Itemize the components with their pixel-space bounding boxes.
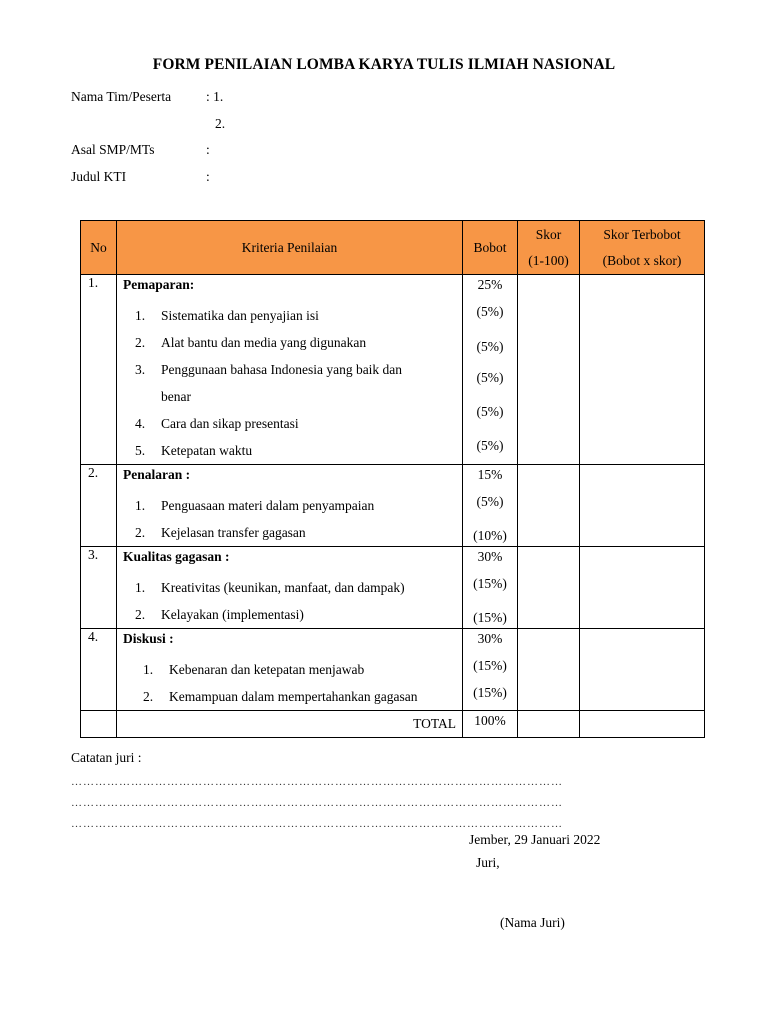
score-input-cell[interactable] xyxy=(518,465,580,547)
total-weight: 100% xyxy=(463,711,518,738)
criteria-item xyxy=(117,437,462,464)
item-weight: (5%) xyxy=(476,339,504,354)
section-number: 2. xyxy=(81,465,117,547)
notes-line[interactable]: …………………………………………………………………………………………………………… xyxy=(71,818,563,830)
item-text: Kebenaran dan ketepatan menjawab xyxy=(169,662,365,677)
item-number: 1. xyxy=(135,308,146,323)
school-label: Asal SMP/MTs xyxy=(71,142,155,157)
header-no: No xyxy=(81,221,117,275)
criteria-item xyxy=(117,574,462,601)
item-weight: (15%) xyxy=(473,658,507,673)
item-weight: (15%) xyxy=(473,610,507,625)
table-row xyxy=(81,547,705,629)
section-criteria-cell xyxy=(117,275,463,465)
header-weighted-line1: Skor Terbobot xyxy=(603,226,681,242)
item-weight: (5%) xyxy=(476,494,504,509)
team-label: Nama Tim/Peserta xyxy=(71,89,172,104)
criteria-item xyxy=(117,356,462,410)
form-title: FORM PENILAIAN LOMBA KARYA TULIS ILMIAH NASIONAL xyxy=(152,56,616,73)
item-number: 3. xyxy=(135,362,146,377)
item-number: 1. xyxy=(135,580,146,595)
item-text: Kelayakan (implementasi) xyxy=(161,607,304,622)
table-header-row xyxy=(81,221,705,275)
item-text: Kejelasan transfer gagasan xyxy=(161,525,306,540)
table-row xyxy=(81,275,705,465)
scoring-table xyxy=(80,220,705,738)
team-value-2: 2. xyxy=(215,116,226,131)
criteria-item xyxy=(117,410,462,437)
item-weight: (5%) xyxy=(476,438,504,453)
section-number: 4. xyxy=(81,629,117,711)
item-weight: (10%) xyxy=(473,528,507,543)
item-text: Ketepatan waktu xyxy=(161,443,253,458)
item-number: 2. xyxy=(135,335,146,350)
section-title: Diskusi : xyxy=(123,631,174,646)
item-weight: (5%) xyxy=(476,404,504,419)
header-weighted-line2: (Bobot x skor) xyxy=(602,252,682,268)
item-number: 2. xyxy=(143,689,154,704)
place-date: Jember, 29 Januari 2022 xyxy=(469,832,601,847)
criteria-item xyxy=(117,492,462,519)
item-number: 1. xyxy=(135,498,146,513)
item-weight: (5%) xyxy=(476,304,504,319)
item-weight: (15%) xyxy=(473,685,507,700)
section-number: 3. xyxy=(81,547,117,629)
judge-role: Juri, xyxy=(476,855,500,870)
criteria-item xyxy=(117,683,462,710)
section-title: Kualitas gagasan : xyxy=(123,549,230,564)
header-weighted-score xyxy=(580,221,705,275)
judge-name: (Nama Juri) xyxy=(500,915,565,930)
header-score-line2: (1-100) xyxy=(528,252,569,268)
notes-line[interactable]: …………………………………………………………………………………………………………… xyxy=(71,797,563,809)
section-weight-cell xyxy=(463,547,518,629)
section-title: Pemaparan: xyxy=(123,277,195,292)
item-text: Sistematika dan penyajian isi xyxy=(161,308,319,323)
weighted-score-cell[interactable] xyxy=(580,275,705,465)
criteria-item xyxy=(117,302,462,329)
criteria-item xyxy=(117,656,462,683)
notes-line[interactable]: …………………………………………………………………………………………………………… xyxy=(71,776,563,788)
section-weight: 30% xyxy=(477,631,503,646)
item-number: 2. xyxy=(135,525,146,540)
item-number: 4. xyxy=(135,416,146,431)
notes-label: Catatan juri : xyxy=(71,750,142,765)
total-empty-cell xyxy=(81,711,117,738)
item-text: Penguasaan materi dalam penyampaian xyxy=(161,498,375,513)
section-weight-cell xyxy=(463,275,518,465)
total-label: TOTAL xyxy=(117,711,463,738)
header-weight: Bobot xyxy=(463,221,518,275)
item-text: Penggunaan bahasa Indonesia yang baik dan benar xyxy=(161,362,403,404)
school-value: : xyxy=(206,142,210,157)
section-weight: 25% xyxy=(477,277,503,292)
item-text: Kemampuan dalam mempertahankan gagasan xyxy=(169,689,418,704)
item-number: 5. xyxy=(135,443,146,458)
section-weight: 30% xyxy=(477,549,503,564)
total-score-cell[interactable] xyxy=(518,711,580,738)
team-value-1: : 1. xyxy=(206,89,224,104)
weighted-score-cell[interactable] xyxy=(580,547,705,629)
item-number: 1. xyxy=(143,662,154,677)
weighted-score-cell[interactable] xyxy=(580,465,705,547)
total-weighted-score-cell[interactable] xyxy=(580,711,705,738)
score-input-cell[interactable] xyxy=(518,275,580,465)
section-criteria-cell xyxy=(117,629,463,711)
section-title: Penalaran : xyxy=(123,467,191,482)
section-criteria-cell xyxy=(117,465,463,547)
criteria-item xyxy=(117,601,462,628)
score-input-cell[interactable] xyxy=(518,629,580,711)
total-row xyxy=(81,711,705,738)
item-weight: (5%) xyxy=(476,370,504,385)
criteria-item xyxy=(117,329,462,356)
criteria-item xyxy=(117,519,462,546)
header-score-line1: Skor xyxy=(535,226,562,242)
score-input-cell[interactable] xyxy=(518,547,580,629)
section-weight-cell xyxy=(463,629,518,711)
section-criteria-cell xyxy=(117,547,463,629)
item-text: Cara dan sikap presentasi xyxy=(161,416,299,431)
section-number: 1. xyxy=(81,275,117,465)
kti-title-label: Judul KTI xyxy=(71,169,127,184)
header-criteria: Kriteria Penilaian xyxy=(117,221,463,275)
header-score xyxy=(518,221,580,275)
item-text: Alat bantu dan media yang digunakan xyxy=(161,335,367,350)
item-weight: (15%) xyxy=(473,576,507,591)
item-number: 2. xyxy=(135,607,146,622)
section-weight-cell xyxy=(463,465,518,547)
item-text: Kreativitas (keunikan, manfaat, dan dampak) xyxy=(161,580,405,595)
table-row xyxy=(81,465,705,547)
weighted-score-cell[interactable] xyxy=(580,629,705,711)
kti-title-value: : xyxy=(206,169,210,184)
table-row xyxy=(81,629,705,711)
section-weight: 15% xyxy=(477,467,503,482)
